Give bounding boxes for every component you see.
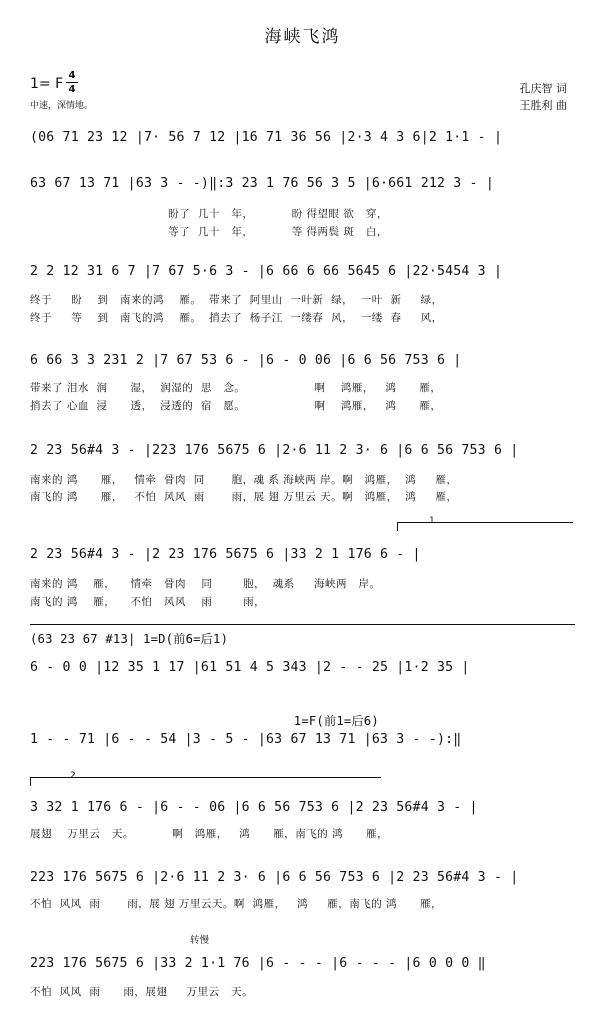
lyrics-verse-1: 展翅 万里云 天。 啊 鸿雁， 鸿 雁，南飞的 鸿 雁， [30, 828, 389, 840]
notation-line: 1 - - 71 |6 - - 54 |3 - 5 - |63 67 13 71 |63 3 - -):‖ [30, 732, 462, 747]
lyrics-verse-1: 带来了 泪水 润 湿， 润湿的 思 念。 啊 鸿雁， 鸿 雁， [30, 382, 442, 394]
key-signature: 1= F [30, 76, 64, 92]
lyrics-verse-1: 不怕 风风 雨 雨，展 翅 万里云天。啊 鸿雁， 鸿 雁，南飞的 鸿 雁， [30, 898, 443, 910]
notation-line: 2 2 12 31 6 7 |7 67 5·6 3 - |6 66 6 66 5645 6 |22·5454 3 | [30, 264, 503, 279]
notation-line: 6 - 0 0 |12 35 1 17 |61 51 4 5 343 |2 - - 25 |1·2 35 | [30, 660, 470, 675]
notation-line: 2 23 56#4 3 - |223 176 5675 6 |2·6 11 2 3· 6 |6 6 56 753 6 | [30, 443, 519, 458]
time-signature [66, 70, 78, 95]
time-signature-divider [66, 82, 78, 83]
modulation-marking: 1=F(前1=后6) [30, 714, 379, 728]
volta-number: 1 [429, 516, 435, 526]
volta-number: 2 [70, 771, 76, 781]
lyrics-verse-1: 盼了 几十 年， 盼 得望眼 欲 穿， [30, 208, 388, 220]
notation-line: 3 32 1 176 6 - |6 - - 06 |6 6 56 753 6 |2 23 56#4 3 - | [30, 800, 478, 815]
notation-line: 2 23 56#4 3 - |2 23 176 5675 6 |33 2 1 176 6 - | [30, 547, 421, 562]
lyrics-verse-2: 等了 几十 年， 等 得两鬓 斑 白， [30, 226, 388, 238]
notation-line: 63 67 13 71 |63 3 - -)‖:3 23 1 76 56 3 5 |6·661 212 3 - | [30, 176, 494, 191]
lyricist-credit: 孔庆智 词 [519, 82, 567, 95]
lyrics-verse-2: 捎去了 心血 浸 透， 浸透的 宿 愿。 啊 鸿雁， 鸿 雁， [30, 400, 442, 412]
lyrics-verse-1: 终于 盼 到 南来的鸿 雁。 带来了 阿里山 一叶新 绿， 一叶 新 绿， [30, 294, 443, 306]
tempo-change-marking: 转慢 [190, 935, 210, 946]
section-rule [30, 624, 575, 625]
composer-credit: 王胜利 曲 [519, 99, 567, 112]
notation-line: 6 66 3 3 231 2 |7 67 53 6 - |6 - 0 06 |6 6 56 753 6 | [30, 353, 462, 368]
notation-line: (06 71 23 12 |7· 56 7 12 |16 71 36 56 |2·3 4 3 6|2 1·1 - | [30, 130, 503, 145]
lyrics-verse-1: 南来的 鸿 雁， 情牵 骨肉 同 胞，魂 系 海峡两 岸。啊 鸿雁， 鸿 雁， [30, 474, 458, 486]
time-signature-top: 4 [68, 70, 76, 81]
lyrics-verse-2: 南飞的 鸿 雁， 不怕 风风 雨 雨，展 翅 万里云 天。啊 鸿雁， 鸿 雁， [30, 491, 458, 503]
interlude-upper-line: (63 23 67 #13| 1=D(前6=后1) [30, 632, 229, 646]
time-signature-bottom: 4 [68, 84, 76, 95]
page-title: 海峡飞鸿 [264, 27, 341, 47]
lyrics-verse-1: 南来的 鸿 雁， 情牵 骨肉 同 胞， 魂系 海峡两 岸。 [30, 578, 381, 590]
lyrics-verse-1: 不怕 风风 雨 雨，展翅 万里云 天。 [30, 986, 254, 998]
notation-line: 223 176 5675 6 |2·6 11 2 3· 6 |6 6 56 753 6 |2 23 56#4 3 - | [30, 870, 519, 885]
lyrics-verse-2: 终于 等 到 南飞的鸿 雁。 捎去了 杨子江 一缕春 风， 一缕 春 风， [30, 312, 443, 324]
lyrics-verse-2: 南飞的 鸿 雁， 不怕 风风 雨 雨， [30, 596, 266, 608]
volta-bracket-1 [397, 522, 573, 531]
tempo-marking: 中速，深情地。 [30, 101, 94, 111]
volta-bracket-2 [30, 777, 381, 786]
notation-line: 223 176 5675 6 |33 2 1·1 76 |6 - - - |6 - - - |6 0 0 0 ‖ [30, 956, 486, 971]
